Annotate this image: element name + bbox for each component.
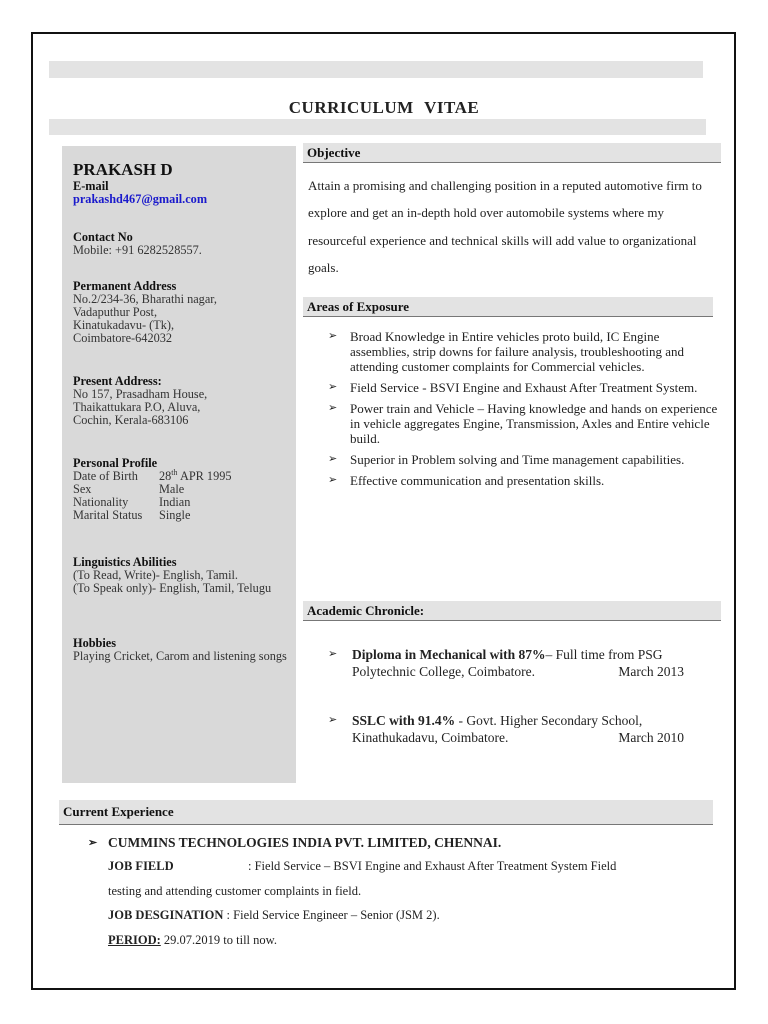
email-label: E-mail [73, 179, 109, 193]
list-item: ➢ Power train and Vehicle – Having knowledge and hands on experience in vehicle aggregates Engine, Transmission, Axles and Entire vehicle build. [328, 401, 718, 446]
marital-row [73, 509, 295, 522]
job-field-value: : Field Service – BSVI Engine and Exhaust After Treatment System Field [248, 859, 617, 873]
address-line: Coimbatore-642032 [73, 331, 173, 345]
sidebar-permanent-address [73, 280, 295, 345]
address-line: Vadaputhur Post, [73, 305, 158, 319]
academic-institution: Kinathukadavu, Coimbatore. [352, 730, 509, 745]
address-line: No 157, Prasadham House, [73, 387, 208, 401]
period-value: 29.07.2019 to till now. [160, 932, 277, 947]
list-item: ➢ Superior in Problem solving and Time management capabilities. [328, 452, 685, 467]
academic-institution: Polytechnic College, Coimbatore. [352, 664, 535, 679]
company-name: ➢ CUMMINS TECHNOLOGIES INDIA PVT. LIMITED, CHENNAI. [88, 832, 708, 854]
linguistics-heading: Linguistics Abilities [73, 555, 177, 569]
arrow-bullet-icon: ➢ [328, 474, 338, 486]
arrow-bullet-icon: ➢ [328, 714, 338, 726]
address-line: Cochin, Kerala-683106 [73, 413, 189, 427]
arrow-bullet-icon: ➢ [328, 453, 338, 465]
mobile-number: Mobile: +91 6282528557. [73, 243, 202, 257]
academic-heading: Academic Chronicle: [303, 601, 721, 621]
nationality-label: Nationality [73, 495, 129, 509]
present-address-heading: Present Address: [73, 374, 162, 388]
linguistics-read: (To Read, Write)- English, Tamil. [73, 568, 239, 582]
academic-item: ➢ SSLC with 91.4% - Govt. Higher Secondary School, Kinathukadavu, Coimbatore. March 2010 [328, 713, 684, 745]
marital-label: Marital Status [73, 508, 143, 522]
dob-row [73, 467, 295, 483]
job-field-row [88, 854, 708, 879]
arrow-bullet-icon: ➢ [328, 648, 338, 660]
nationality-value: Indian [159, 495, 191, 509]
dob-label: Date of Birth [73, 469, 138, 483]
linguistics-speak: (To Speak only)- English, Tamil, Telugu [73, 581, 272, 595]
exposure-heading: Areas of Exposure [303, 297, 713, 317]
academic-date: March 2010 [618, 730, 684, 745]
permanent-address-heading: Permanent Address [73, 279, 177, 293]
academic-degree: SSLC with 91.4% [352, 713, 456, 728]
sidebar-present-address [73, 375, 295, 427]
hobbies-text: Playing Cricket, Carom and listening songs [73, 649, 287, 663]
sidebar-personal-profile [73, 457, 295, 522]
document-title: CURRICULUM VITAE [288, 98, 480, 117]
address-line: Thaikattukara P.O, Aluva, [73, 400, 201, 414]
objective-heading: Objective [303, 143, 721, 163]
list-item: ➢ Broad Knowledge in Entire vehicles proto build, IC Engine assemblies, strip downs for failure analysis, troubleshooting and attending customer complaints for Commercial vehicles. [328, 329, 684, 374]
designation-label: JOB DESGINATION [108, 908, 224, 922]
sidebar-identity [73, 160, 295, 206]
sex-value: Male [159, 482, 185, 496]
arrow-bullet-icon: ➢ [328, 402, 338, 414]
arrow-bullet-icon: ➢ [88, 837, 98, 849]
sex-label: Sex [73, 482, 92, 496]
contact-heading: Contact No [73, 230, 133, 244]
top-header-bar [49, 61, 703, 78]
hobbies-heading: Hobbies [73, 636, 117, 650]
job-field-label: JOB FIELD [108, 859, 174, 873]
objective-text: Attain a promising and challenging position in a reputed automotive firm to explore and get an in-depth hold over automobile systems where my resourceful experience and technical skills will add value to organizational goals. [308, 178, 702, 275]
exposure-list [326, 329, 720, 488]
period-row [88, 928, 708, 953]
personal-profile-heading: Personal Profile [73, 456, 158, 470]
designation-value: : Field Service Engineer – Senior (JSM 2). [223, 908, 440, 922]
dob-value: 28th APR 1995 [159, 467, 232, 483]
address-line: No.2/234-36, Bharathi nagar, [73, 292, 217, 306]
arrow-bullet-icon: ➢ [328, 381, 338, 393]
job-field-continuation: testing and attending customer complaints in field. [108, 883, 362, 898]
marital-value: Single [159, 508, 191, 522]
academic-degree: Diploma in Mechanical with 87% [352, 647, 546, 662]
experience-block [88, 832, 708, 952]
list-item: ➢ Effective communication and presentation skills. [328, 473, 605, 488]
academic-date: March 2013 [618, 664, 684, 679]
designation-row [88, 903, 708, 928]
list-item: ➢ Field Service - BSVI Engine and Exhaust After Treatment System. [328, 380, 698, 395]
experience-heading: Current Experience [59, 800, 713, 825]
title-underline-bar [49, 119, 706, 135]
academic-item: ➢ Diploma in Mechanical with 87%– Full time from PSG Polytechnic College, Coimbatore. March 2013 [328, 647, 684, 679]
arrow-bullet-icon: ➢ [328, 330, 338, 342]
email-link[interactable]: prakashd467@gmail.com [73, 192, 208, 206]
period-label: PERIOD: [108, 932, 161, 947]
sidebar-contact [73, 231, 295, 257]
address-line: Kinatukadavu- (Tk), [73, 318, 175, 332]
sidebar-linguistics [73, 556, 295, 595]
candidate-name: PRAKASH D [73, 160, 173, 179]
sidebar-hobbies [73, 637, 295, 663]
